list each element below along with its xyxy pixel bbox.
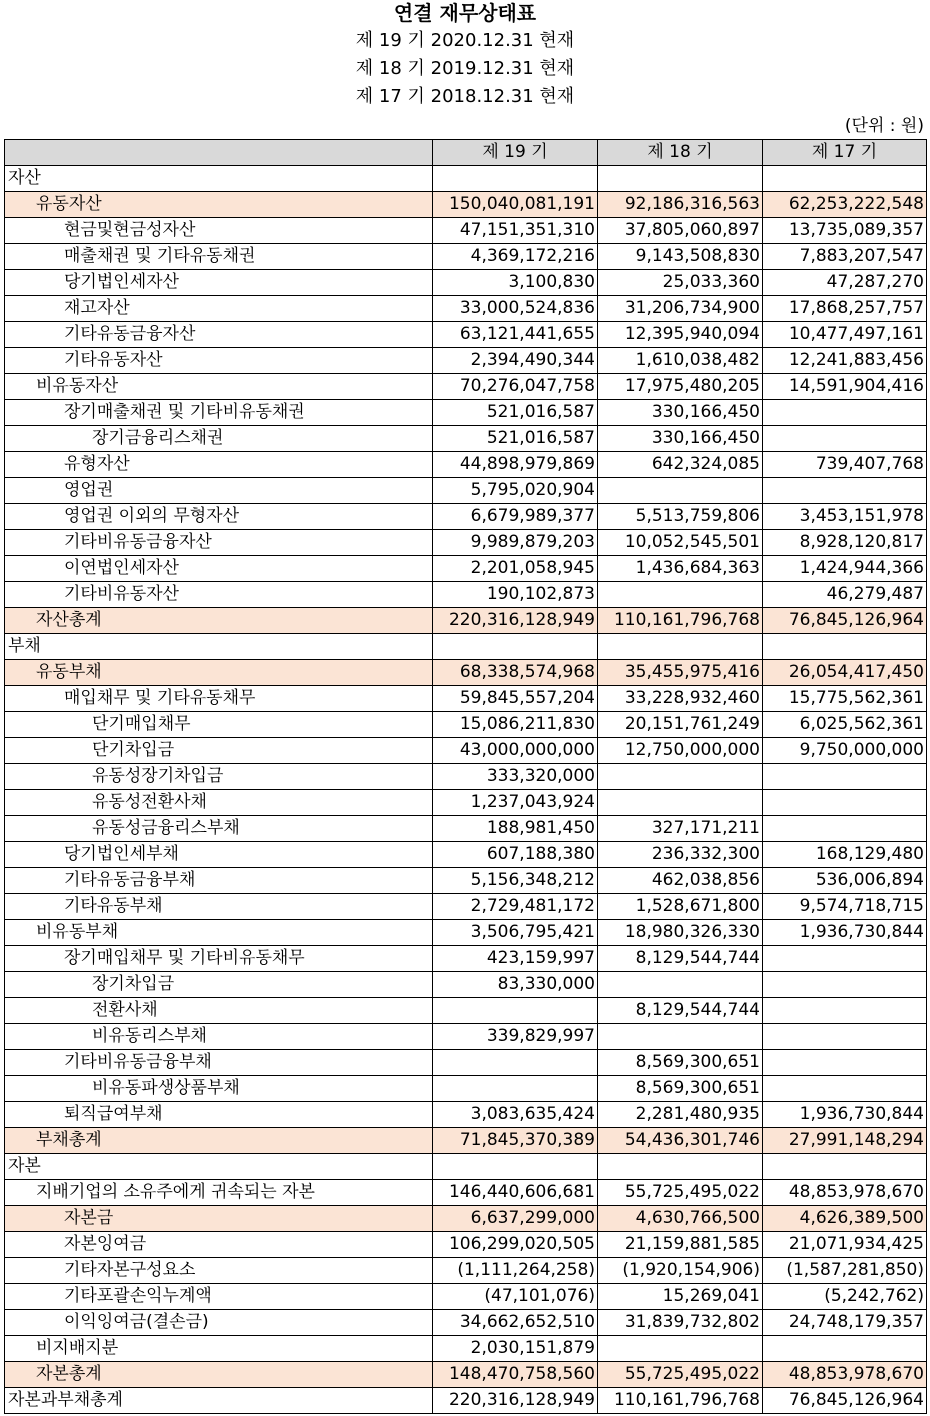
row-value-17: 4,626,389,500 [763, 1206, 927, 1232]
row-label: 지배기업의 소유주에게 귀속되는 자본 [5, 1180, 433, 1206]
row-label: 비유동부채 [5, 920, 433, 946]
row-label: 유동성장기차입금 [5, 764, 433, 790]
row-label: 부채 [5, 634, 433, 660]
row-value-17 [763, 1154, 927, 1180]
row-value-17: 7,883,207,547 [763, 244, 927, 270]
table-row [5, 946, 927, 972]
row-label: 장기매입채무 및 기타비유동채무 [5, 946, 433, 972]
table-row [5, 582, 927, 608]
row-value-17 [763, 166, 927, 192]
row-value-17 [763, 816, 927, 842]
row-value-17 [763, 634, 927, 660]
row-value-17: 10,477,497,161 [763, 322, 927, 348]
row-value-18 [598, 166, 763, 192]
row-value-17 [763, 998, 927, 1024]
row-value-19: 5,795,020,904 [433, 478, 598, 504]
row-value-18: 8,569,300,651 [598, 1050, 763, 1076]
row-value-19: 83,330,000 [433, 972, 598, 998]
row-value-19: 34,662,652,510 [433, 1310, 598, 1336]
row-label: 유동자산 [5, 192, 433, 218]
row-label: 퇴직급여부채 [5, 1102, 433, 1128]
table-row [5, 1128, 927, 1154]
table-row [5, 1024, 927, 1050]
row-value-17: 13,735,089,357 [763, 218, 927, 244]
row-value-18: 4,630,766,500 [598, 1206, 763, 1232]
row-value-19: 339,829,997 [433, 1024, 598, 1050]
row-value-19: 1,237,043,924 [433, 790, 598, 816]
row-value-19: 71,845,370,389 [433, 1128, 598, 1154]
row-value-18: 1,436,684,363 [598, 556, 763, 582]
row-value-19: 521,016,587 [433, 426, 598, 452]
row-value-17: 47,287,270 [763, 270, 927, 296]
row-value-19: 148,470,758,560 [433, 1362, 598, 1388]
row-value-19: 6,637,299,000 [433, 1206, 598, 1232]
row-label: 기타유동자산 [5, 348, 433, 374]
row-value-17: 1,936,730,844 [763, 1102, 927, 1128]
row-label: 비유동리스부채 [5, 1024, 433, 1050]
row-value-18: (1,920,154,906) [598, 1258, 763, 1284]
table-row [5, 920, 927, 946]
row-value-17: 1,936,730,844 [763, 920, 927, 946]
row-value-19 [433, 1154, 598, 1180]
row-label: 기타비유동금융자산 [5, 530, 433, 556]
row-value-18: 31,206,734,900 [598, 296, 763, 322]
row-label: 장기매출채권 및 기타비유동채권 [5, 400, 433, 426]
row-value-19 [433, 634, 598, 660]
table-row [5, 1180, 927, 1206]
row-value-18: 37,805,060,897 [598, 218, 763, 244]
row-value-18: 5,513,759,806 [598, 504, 763, 530]
statement-title: 연결 재무상태표 [393, 1, 537, 25]
row-value-19: 146,440,606,681 [433, 1180, 598, 1206]
row-label: 자산 [5, 166, 433, 192]
table-body [5, 166, 927, 1414]
row-value-17: 8,928,120,817 [763, 530, 927, 556]
table-row [5, 1388, 927, 1414]
row-value-17 [763, 1336, 927, 1362]
row-value-19: 2,729,481,172 [433, 894, 598, 920]
table-row [5, 530, 927, 556]
row-value-18: 10,052,545,501 [598, 530, 763, 556]
row-value-18: 327,171,211 [598, 816, 763, 842]
table-row [5, 374, 927, 400]
row-value-18 [598, 1024, 763, 1050]
header-item-column [5, 140, 433, 166]
row-label: 자산총계 [5, 608, 433, 634]
row-label: 전환사채 [5, 998, 433, 1024]
row-value-17 [763, 946, 927, 972]
table-row [5, 556, 927, 582]
row-value-18: 18,980,326,330 [598, 920, 763, 946]
period-line-18: 제 18 기 2019.12.31 현재 [355, 58, 575, 79]
header-period-17: 제 17 기 [763, 140, 927, 166]
row-value-19: (1,111,264,258) [433, 1258, 598, 1284]
row-label: 자본잉여금 [5, 1232, 433, 1258]
row-value-18: 55,725,495,022 [598, 1362, 763, 1388]
table-row [5, 634, 927, 660]
row-value-19 [433, 1050, 598, 1076]
row-value-18: 25,033,360 [598, 270, 763, 296]
table-row [5, 842, 927, 868]
row-value-18: 110,161,796,768 [598, 608, 763, 634]
row-label: 기타자본구성요소 [5, 1258, 433, 1284]
row-value-18 [598, 1336, 763, 1362]
row-value-18: 54,436,301,746 [598, 1128, 763, 1154]
table-row [5, 1050, 927, 1076]
row-label: 당기법인세자산 [5, 270, 433, 296]
row-value-19: 521,016,587 [433, 400, 598, 426]
row-value-17: 26,054,417,450 [763, 660, 927, 686]
row-value-18: 33,228,932,460 [598, 686, 763, 712]
row-value-17: 24,748,179,357 [763, 1310, 927, 1336]
row-value-19: 33,000,524,836 [433, 296, 598, 322]
table-row [5, 322, 927, 348]
table-row [5, 452, 927, 478]
table-row [5, 244, 927, 270]
row-value-17: 21,071,934,425 [763, 1232, 927, 1258]
row-value-17: 46,279,487 [763, 582, 927, 608]
row-label: 재고자산 [5, 296, 433, 322]
row-value-18: 462,038,856 [598, 868, 763, 894]
row-value-17: 48,853,978,670 [763, 1180, 927, 1206]
row-label: 비지배지분 [5, 1336, 433, 1362]
period-line-19: 제 19 기 2020.12.31 현재 [355, 30, 575, 51]
header-row [5, 140, 927, 166]
table-row [5, 764, 927, 790]
table-row [5, 1102, 927, 1128]
row-label: 자본금 [5, 1206, 433, 1232]
row-value-17: 15,775,562,361 [763, 686, 927, 712]
table-row [5, 972, 927, 998]
row-value-19: 15,086,211,830 [433, 712, 598, 738]
row-label: 기타포괄손익누계액 [5, 1284, 433, 1310]
row-value-19: 43,000,000,000 [433, 738, 598, 764]
row-value-19: 44,898,979,869 [433, 452, 598, 478]
row-label: 부채총계 [5, 1128, 433, 1154]
row-value-18: 55,725,495,022 [598, 1180, 763, 1206]
table-row [5, 1362, 927, 1388]
row-value-17: 9,574,718,715 [763, 894, 927, 920]
row-value-18: 330,166,450 [598, 400, 763, 426]
row-value-17 [763, 764, 927, 790]
row-value-17 [763, 1024, 927, 1050]
table-row [5, 894, 927, 920]
header-period-18: 제 18 기 [598, 140, 763, 166]
table-row [5, 660, 927, 686]
row-value-18 [598, 478, 763, 504]
table-row [5, 348, 927, 374]
row-value-18 [598, 634, 763, 660]
row-value-19: 220,316,128,949 [433, 608, 598, 634]
row-value-18: 2,281,480,935 [598, 1102, 763, 1128]
row-label: 비유동자산 [5, 374, 433, 400]
row-value-17 [763, 972, 927, 998]
row-label: 당기법인세부채 [5, 842, 433, 868]
row-value-17: 12,241,883,456 [763, 348, 927, 374]
row-label: 이연법인세자산 [5, 556, 433, 582]
table-row [5, 1206, 927, 1232]
row-value-18 [598, 790, 763, 816]
row-label: 자본 [5, 1154, 433, 1180]
table-row [5, 296, 927, 322]
row-value-17: 9,750,000,000 [763, 738, 927, 764]
row-value-18: 8,569,300,651 [598, 1076, 763, 1102]
row-value-19 [433, 1076, 598, 1102]
balance-sheet-table [4, 139, 927, 1414]
row-value-19: 4,369,172,216 [433, 244, 598, 270]
row-value-18: 31,839,732,802 [598, 1310, 763, 1336]
row-value-18: 35,455,975,416 [598, 660, 763, 686]
row-value-17 [763, 790, 927, 816]
row-value-19: 2,030,151,879 [433, 1336, 598, 1362]
table-row [5, 270, 927, 296]
period-line-17: 제 17 기 2018.12.31 현재 [355, 86, 575, 107]
row-value-17: 76,845,126,964 [763, 608, 927, 634]
row-label: 유동성금융리스부채 [5, 816, 433, 842]
table-row [5, 1232, 927, 1258]
row-label: 기타유동부채 [5, 894, 433, 920]
row-label: 단기차입금 [5, 738, 433, 764]
row-value-19: 188,981,450 [433, 816, 598, 842]
row-value-18: 17,975,480,205 [598, 374, 763, 400]
row-value-17: 62,253,222,548 [763, 192, 927, 218]
row-value-19: 607,188,380 [433, 842, 598, 868]
table-row [5, 504, 927, 530]
row-value-18 [598, 1154, 763, 1180]
row-value-19: 150,040,081,191 [433, 192, 598, 218]
table-row [5, 1154, 927, 1180]
row-label: 기타비유동자산 [5, 582, 433, 608]
row-label: 기타비유동금융부채 [5, 1050, 433, 1076]
table-row [5, 1284, 927, 1310]
row-label: 이익잉여금(결손금) [5, 1310, 433, 1336]
row-value-18: 8,129,544,744 [598, 946, 763, 972]
row-value-19: 333,320,000 [433, 764, 598, 790]
table-row [5, 192, 927, 218]
row-value-19: 9,989,879,203 [433, 530, 598, 556]
row-label: 자본과부채총계 [5, 1388, 433, 1414]
row-value-18: 21,159,881,585 [598, 1232, 763, 1258]
row-value-19: 63,121,441,655 [433, 322, 598, 348]
row-value-18 [598, 582, 763, 608]
row-label: 영업권 [5, 478, 433, 504]
row-value-17: 48,853,978,670 [763, 1362, 927, 1388]
row-value-19: 2,394,490,344 [433, 348, 598, 374]
row-label: 매입채무 및 기타유동채무 [5, 686, 433, 712]
row-value-19: 220,316,128,949 [433, 1388, 598, 1414]
row-label: 유형자산 [5, 452, 433, 478]
row-value-18: 9,143,508,830 [598, 244, 763, 270]
row-value-18: 330,166,450 [598, 426, 763, 452]
row-value-18: 642,324,085 [598, 452, 763, 478]
row-value-19: 6,679,989,377 [433, 504, 598, 530]
row-value-19: 47,151,351,310 [433, 218, 598, 244]
row-value-19: 106,299,020,505 [433, 1232, 598, 1258]
row-value-19: 68,338,574,968 [433, 660, 598, 686]
table-row [5, 608, 927, 634]
row-value-17: 3,453,151,978 [763, 504, 927, 530]
row-label: 기타유동금융자산 [5, 322, 433, 348]
row-value-19: 3,506,795,421 [433, 920, 598, 946]
table-row [5, 686, 927, 712]
row-value-17: 17,868,257,757 [763, 296, 927, 322]
table-row [5, 1336, 927, 1362]
row-label: 유동성전환사채 [5, 790, 433, 816]
row-value-17: (1,587,281,850) [763, 1258, 927, 1284]
row-value-19: 70,276,047,758 [433, 374, 598, 400]
row-value-19: 3,083,635,424 [433, 1102, 598, 1128]
row-value-18 [598, 764, 763, 790]
row-label: 자본총계 [5, 1362, 433, 1388]
row-label: 단기매입채무 [5, 712, 433, 738]
row-value-17: 27,991,148,294 [763, 1128, 927, 1154]
row-value-18: 110,161,796,768 [598, 1388, 763, 1414]
table-row [5, 166, 927, 192]
row-value-17 [763, 478, 927, 504]
row-value-19: (47,101,076) [433, 1284, 598, 1310]
row-label: 기타유동금융부채 [5, 868, 433, 894]
row-value-17: 76,845,126,964 [763, 1388, 927, 1414]
table-row [5, 400, 927, 426]
table-row [5, 426, 927, 452]
row-value-17 [763, 426, 927, 452]
row-value-17 [763, 400, 927, 426]
row-label: 유동부채 [5, 660, 433, 686]
row-value-18 [598, 972, 763, 998]
row-value-17: 1,424,944,366 [763, 556, 927, 582]
table-row [5, 1310, 927, 1336]
row-value-17: 739,407,768 [763, 452, 927, 478]
row-value-18: 92,186,316,563 [598, 192, 763, 218]
row-label: 매출채권 및 기타유동채권 [5, 244, 433, 270]
row-value-19: 5,156,348,212 [433, 868, 598, 894]
row-value-19 [433, 998, 598, 1024]
row-value-17: 14,591,904,416 [763, 374, 927, 400]
row-value-19: 3,100,830 [433, 270, 598, 296]
row-value-18: 1,528,671,800 [598, 894, 763, 920]
row-value-18: 8,129,544,744 [598, 998, 763, 1024]
table-row [5, 816, 927, 842]
row-value-18: 12,750,000,000 [598, 738, 763, 764]
row-label: 장기금융리스채권 [5, 426, 433, 452]
row-value-18: 1,610,038,482 [598, 348, 763, 374]
header-period-19: 제 19 기 [433, 140, 598, 166]
row-value-18: 15,269,041 [598, 1284, 763, 1310]
row-value-17 [763, 1050, 927, 1076]
row-value-19: 423,159,997 [433, 946, 598, 972]
row-value-17 [763, 1076, 927, 1102]
row-value-19: 2,201,058,945 [433, 556, 598, 582]
row-label: 영업권 이외의 무형자산 [5, 504, 433, 530]
row-value-18: 20,151,761,249 [598, 712, 763, 738]
table-row [5, 1258, 927, 1284]
row-value-17: (5,242,762) [763, 1284, 927, 1310]
row-label: 장기차입금 [5, 972, 433, 998]
row-value-19: 59,845,557,204 [433, 686, 598, 712]
row-value-18: 236,332,300 [598, 842, 763, 868]
row-label: 비유동파생상품부채 [5, 1076, 433, 1102]
row-value-17: 168,129,480 [763, 842, 927, 868]
table-row [5, 1076, 927, 1102]
table-row [5, 790, 927, 816]
row-value-17: 536,006,894 [763, 868, 927, 894]
table-row [5, 998, 927, 1024]
row-value-18: 12,395,940,094 [598, 322, 763, 348]
row-value-19 [433, 166, 598, 192]
table-row [5, 478, 927, 504]
unit-label: (단위 : 원) [844, 116, 924, 136]
row-value-17: 6,025,562,361 [763, 712, 927, 738]
table-row [5, 738, 927, 764]
row-value-19: 190,102,873 [433, 582, 598, 608]
row-label: 현금및현금성자산 [5, 218, 433, 244]
table-row [5, 712, 927, 738]
table-row [5, 218, 927, 244]
table-row [5, 868, 927, 894]
